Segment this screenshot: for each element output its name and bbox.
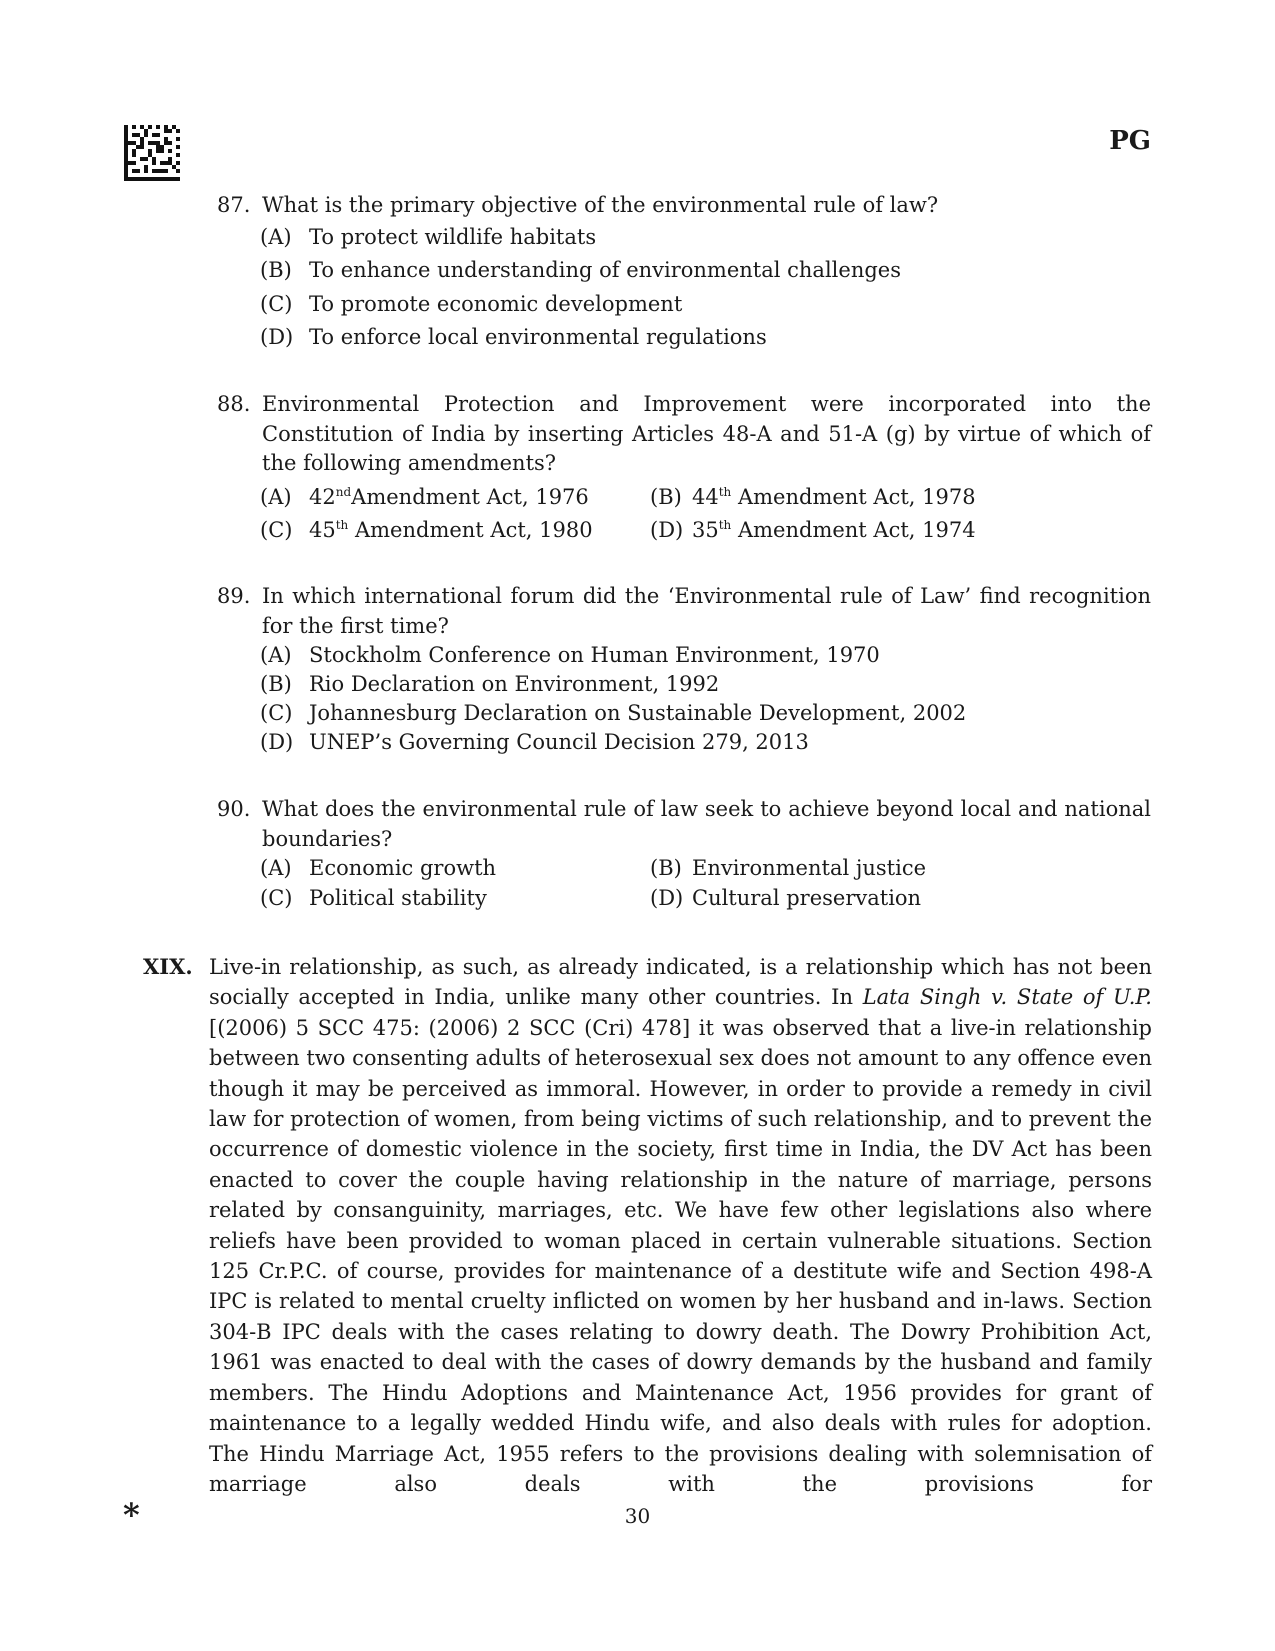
option-text: [309, 481, 589, 514]
option-label: (D): [650, 517, 684, 542]
option-label: (B): [650, 856, 682, 880]
option-number: 45: [309, 517, 336, 542]
option-text: Environmental justice: [692, 856, 927, 880]
option-rest: Amendment Act, 1974: [731, 517, 976, 542]
question-text: Environmental Protection and Improvement were incorporated into the Constitution of India by inserting Articles 48-A and 51-A (g) by virtue of which of the following amendments?: [262, 392, 1151, 475]
option-text: To enforce local environmental regulations: [309, 325, 767, 349]
option-b: [260, 670, 1151, 699]
option-label: (A): [260, 484, 292, 509]
question-number: 87.: [217, 193, 251, 217]
question-number: 89.: [217, 584, 251, 608]
passage-text-rest: [(2006) 5 SCC 475: (2006) 2 SCC (Cri) 478] it was observed that a live-in relationship between two consenting adults of heterosexual sex does not amount to any offence even though it may be perceived as immoral. However, in order to provide a remedy in civil law for protection of women, from being victims of such relationship, and to prevent the occurrence of domestic violence in the society, first time in India, the DV Act has been enacted to cover the couple having relationship in the nature of marriage, persons related by consanguinity, marriages, etc. We have few other legislations also where reliefs have been provided to woman placed in certain vulnerable situations. Section 125 Cr.P.C. of course, provides for maintenance of a destitute wife and Section 498-A IPC is related to mental cruelty inflicted on women by her husband and in-laws. Section 304-B IPC deals with the cases relating to dowry death. The Dowry Prohibition Act, 1961 was enacted to deal with the cases of dowry demands by the husband and family members. The Hindu Adoptions and Maintenance Act, 1956 provides for grant of maintenance to a legally wedded Hindu wife, and also deals with rules for adoption. The Hindu Marriage Act, 1955 refers to the provisions dealing with solemnisation of marriage also deals with the provisions for: [209, 1015, 1152, 1496]
option-number: 44: [692, 484, 719, 509]
option-b: [260, 254, 1151, 288]
option-ordinal: th: [335, 517, 349, 532]
option-label: (A): [260, 224, 292, 249]
option-c: [260, 514, 650, 547]
option-rest: Amendment Act, 1980: [348, 517, 593, 542]
option-text: To promote economic development: [309, 291, 683, 316]
option-text: UNEP’s Governing Council Decision 279, 2013: [309, 730, 809, 754]
option-rest: Amendment Act, 1978: [731, 484, 976, 509]
option-text: Cultural preservation: [692, 885, 922, 910]
option-ordinal: th: [718, 517, 732, 532]
option-text: Political stability: [309, 885, 487, 910]
option-text: Economic growth: [309, 856, 497, 880]
passage-label: XIX.: [143, 954, 193, 979]
option-rest: Amendment Act, 1976: [351, 484, 589, 509]
option-text: [692, 481, 976, 514]
option-text: [692, 514, 976, 547]
option-d: [260, 728, 1151, 757]
option-c: [260, 699, 1151, 728]
option-d: [650, 884, 1151, 914]
option-c: [260, 288, 1151, 322]
paper-code: PG: [1109, 126, 1151, 156]
question-text: In which international forum did the ‘Environmental rule of Law’ find recognition for the first time?: [262, 584, 1151, 638]
option-text: Stockholm Conference on Human Environment, 1970: [309, 643, 880, 667]
option-label: (C): [260, 517, 293, 542]
option-label: (C): [260, 291, 293, 316]
question-text: What is the primary objective of the environmental rule of law?: [262, 193, 939, 217]
question-number: 90.: [217, 797, 251, 821]
option-text: Rio Declaration on Environment, 1992: [309, 672, 720, 696]
option-text: [309, 514, 593, 547]
option-label: (A): [260, 643, 292, 667]
option-number: 42: [309, 484, 336, 509]
question-89: [217, 582, 1151, 757]
option-d: [260, 321, 1151, 355]
passage-text: [209, 952, 1152, 1499]
option-label: (B): [260, 258, 292, 282]
option-label: (B): [260, 672, 292, 696]
option-text: Johannesburg Declaration on Sustainable Development, 2002: [309, 701, 967, 725]
option-number: 35: [692, 517, 719, 542]
option-label: (D): [260, 325, 294, 349]
option-label: (D): [650, 885, 684, 910]
option-d: [650, 514, 1151, 547]
star-mark: *: [123, 1496, 140, 1534]
option-a: [260, 641, 1151, 670]
passage-text-start: Live-in relationship, as such, as already indicated, is a relationship which has not been socially accepted in India, unlike many other countries. In: [209, 955, 1152, 1010]
option-ordinal: nd: [335, 484, 352, 499]
option-b: [650, 481, 1151, 514]
question-87: [217, 191, 1151, 355]
option-a: [260, 481, 650, 514]
question-90: [217, 795, 1151, 913]
option-b: [650, 854, 1151, 884]
page-number: 30: [624, 1504, 651, 1528]
question-88: [217, 390, 1151, 547]
question-text: What does the environmental rule of law seek to achieve beyond local and national boundaries?: [262, 797, 1151, 851]
option-label: (B): [650, 484, 682, 509]
option-text: To enhance understanding of environmental challenges: [309, 258, 901, 282]
passage-xix: [143, 952, 1152, 1499]
option-label: (A): [260, 856, 292, 880]
option-label: (D): [260, 730, 294, 754]
option-label: (C): [260, 701, 293, 725]
option-a: [260, 854, 650, 884]
option-ordinal: th: [718, 484, 732, 499]
option-a: [260, 221, 1151, 255]
option-text: To protect wildlife habitats: [309, 224, 597, 249]
barcode-icon: [124, 125, 180, 181]
option-c: [260, 884, 650, 914]
question-number: 88.: [217, 392, 251, 416]
case-name: Lata Singh v. State of U.P.: [862, 985, 1152, 1010]
option-label: (C): [260, 885, 293, 910]
